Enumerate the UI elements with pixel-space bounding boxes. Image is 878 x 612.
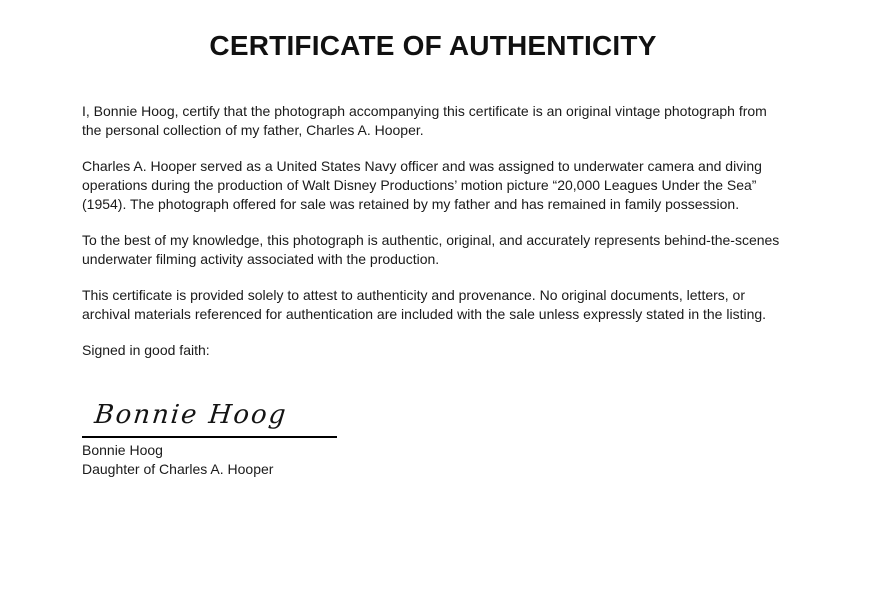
signatory-relation: Daughter of Charles A. Hooper — [82, 461, 274, 477]
signature-handwriting: Bonnie Hoog — [93, 400, 289, 430]
signature-line — [82, 436, 337, 438]
paragraph-attestation: To the best of my knowledge, this photograph is authentic, original, and accurately represents behind-the-scenes underwater filming activity associated with the production. — [82, 232, 780, 267]
certificate-content — [82, 0, 784, 479]
certificate-title: CERTIFICATE OF AUTHENTICITY — [209, 30, 657, 61]
paragraph-disclaimer: This certificate is provided solely to attest to authenticity and provenance. No original documents, letters, or archival materials referenced for authentication are included with the sale unless expressly stated in the listing. — [82, 287, 767, 322]
signatory-name: Bonnie Hoog — [82, 442, 163, 458]
paragraph-provenance: Charles A. Hooper served as a United States Navy officer and was assigned to underwater camera and diving operations during the production of Walt Disney Productions’ motion picture “20,000 Leagues Under the Sea” (1954). The photograph offered for sale was retained by my father and has remained in family possession. — [82, 158, 762, 212]
closing-line: Signed in good faith: — [82, 342, 210, 358]
signature-block — [82, 400, 784, 479]
paragraph-intro: I, Bonnie Hoog, certify that the photograph accompanying this certificate is an original vintage photograph from the personal collection of my father, Charles A. Hooper. — [82, 103, 767, 138]
